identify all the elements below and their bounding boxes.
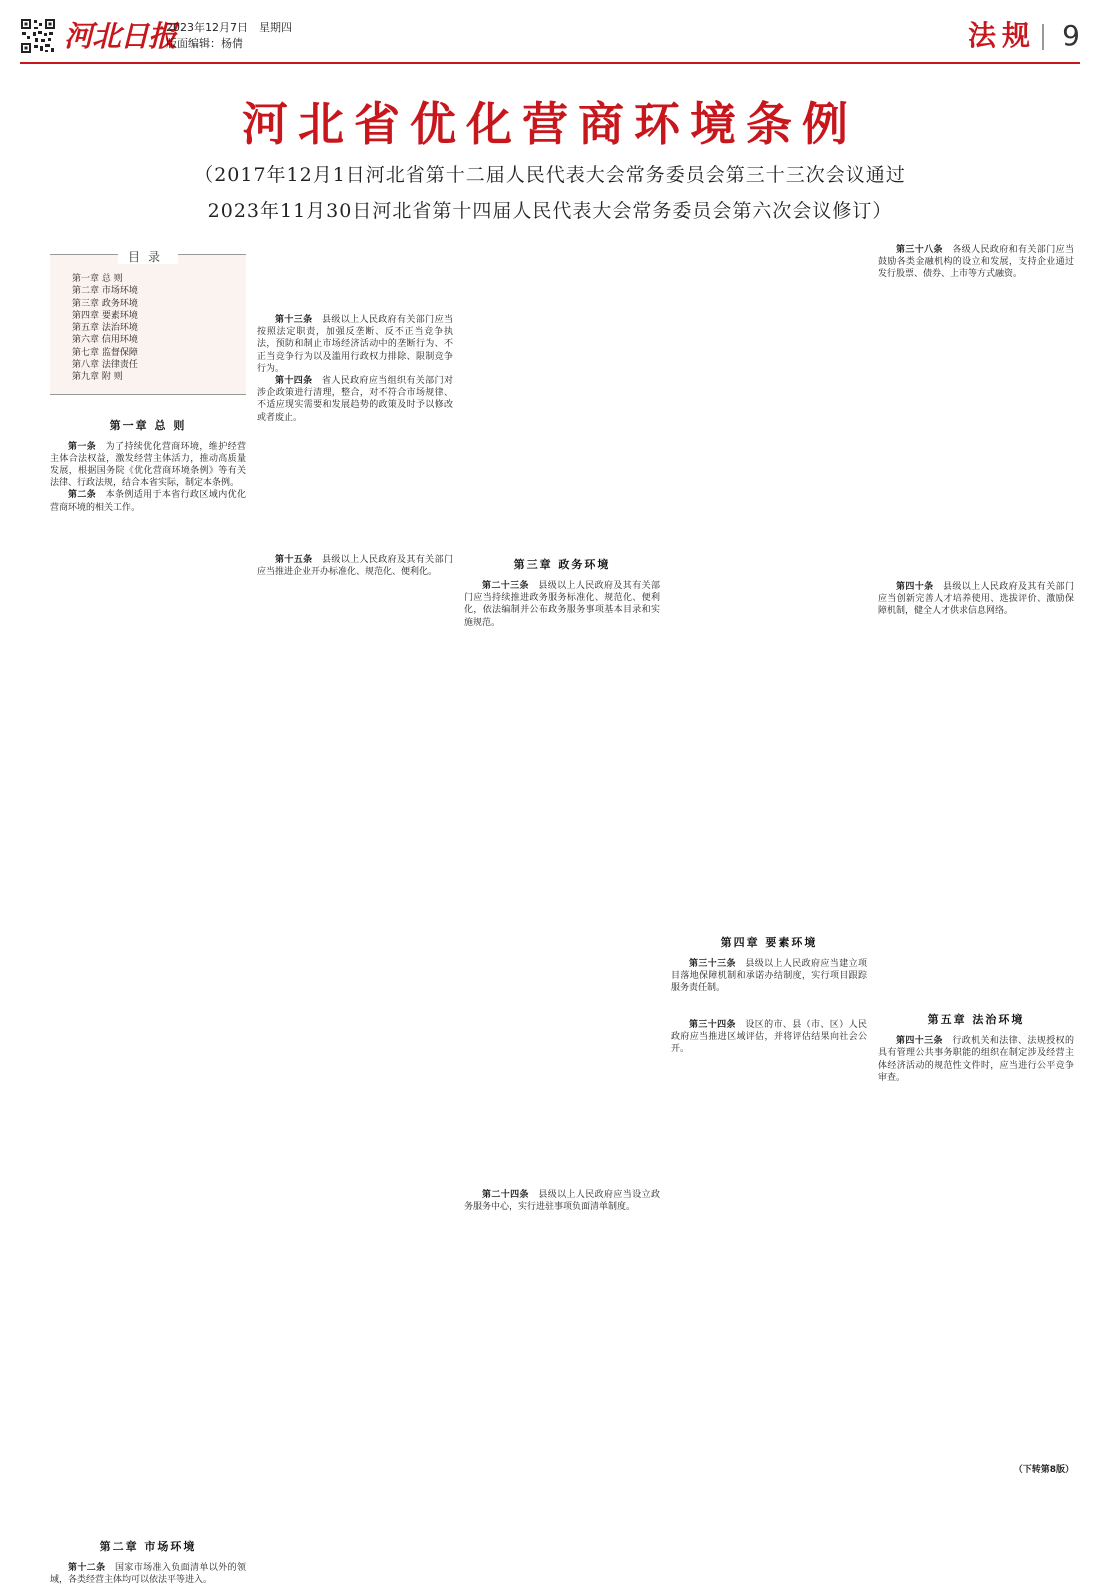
chapter-heading: 第四章 要素环境 bbox=[720, 936, 818, 949]
article-number: 第一条 bbox=[68, 441, 97, 452]
article-number: 第三十四条 bbox=[689, 1019, 736, 1030]
issue-date: 2023年12月7日 星期四 bbox=[166, 21, 292, 34]
article-text: 设区的市、县（市、区）人民政府应当推进区域评估，并将评估结果向社会公开。 bbox=[671, 1019, 867, 1055]
page-header bbox=[20, 18, 1080, 62]
toc-title: 目录 bbox=[118, 250, 178, 264]
article-text: 国家市场准入负面清单以外的领域，各类经营主体均可以依法平等进入。 bbox=[50, 1562, 246, 1586]
header-divider bbox=[1042, 24, 1044, 50]
table-of-contents bbox=[50, 250, 246, 395]
header-rule bbox=[20, 62, 1080, 64]
column-4 bbox=[671, 244, 867, 1544]
article-text: 县级以上人民政府应当设立政务服务中心，实行进驻事项负面清单制度。 bbox=[464, 1189, 660, 1213]
masthead-logo: 河北日报 bbox=[64, 19, 177, 53]
article-paragraph bbox=[50, 1562, 246, 1586]
article-paragraph bbox=[878, 244, 1074, 281]
article-paragraph bbox=[50, 441, 246, 490]
article-title: 河北省优化营商环境条例 bbox=[242, 97, 858, 151]
article-text: 县级以上人民政府及其有关部门应当持续推进政务服务标准化、规范化、便利化，依法编制并公布政务服务事项基本目录和实施规范。 bbox=[464, 581, 660, 628]
article-number: 第二十三条 bbox=[482, 581, 529, 591]
toc-item: 第一章 总 则 bbox=[72, 274, 123, 284]
toc-item: 第五章 法治环境 bbox=[72, 323, 138, 334]
article-text: 各级人民政府和有关部门应当鼓励各类金融机构的设立和发展，支持企业通过发行股票、债券、上市等方式融资。 bbox=[878, 245, 1074, 280]
article-paragraph bbox=[50, 489, 246, 513]
toc-item: 第九章 附 则 bbox=[72, 372, 123, 383]
article-number: 第三十三条 bbox=[689, 959, 736, 969]
article-number: 第十五条 bbox=[275, 554, 313, 565]
article-paragraph bbox=[464, 580, 660, 629]
unlegible-body-space bbox=[50, 514, 246, 1524]
chapter-heading: 第二章 市场环境 bbox=[99, 1539, 197, 1553]
toc-item: 第七章 监督保障 bbox=[72, 347, 138, 358]
article-number: 第十三条 bbox=[275, 315, 313, 325]
toc-item: 第二章 市场环境 bbox=[72, 286, 138, 297]
article-paragraph bbox=[257, 314, 453, 375]
article-number: 第二条 bbox=[68, 490, 97, 501]
article-paragraph bbox=[671, 958, 867, 995]
article-paragraph bbox=[464, 1189, 660, 1213]
chapter-heading: 第三章 政务环境 bbox=[513, 558, 611, 571]
article-text: 县级以上人民政府有关部门应当按照法定职责，加强反垄断、反不正当竞争执法，预防和制止市场经济活动中的垄断行为、不正当竞争行为以及滥用行政权力排除、限制竞争行为。 bbox=[257, 315, 453, 374]
article-subtitle-line-1: （2017年12月1日河北省第十二届人民代表大会常务委员会第三十三次会议通过 bbox=[194, 164, 906, 186]
column-5 bbox=[878, 244, 1074, 1544]
page-number: 9 bbox=[1062, 19, 1080, 52]
toc-list bbox=[72, 273, 246, 384]
article-text: 县级以上人民政府及其有关部门应当推进企业开办标准化、规范化、便利化。 bbox=[257, 554, 453, 578]
article-text: 省人民政府应当组织有关部门对涉企政策进行清理，整合，对不符合市场规律、不适应现实需要和发展趋势的政策及时予以修改或者废止。 bbox=[257, 376, 453, 423]
article-paragraph bbox=[878, 1035, 1074, 1084]
article-paragraph bbox=[671, 1019, 867, 1056]
article-paragraph bbox=[878, 581, 1074, 618]
column-3 bbox=[464, 244, 660, 1544]
article-number: 第四十三条 bbox=[896, 1036, 943, 1047]
article-paragraph bbox=[257, 554, 453, 578]
column-2 bbox=[257, 244, 453, 1544]
article-text: 为了持续优化营商环境，维护经营主体合法权益，激发经营主体活力，推动高质量发展，根据国务院《优化营商环境条例》等有关法律、行政法规，结合本省实际，制定本条例。 bbox=[50, 441, 246, 489]
toc-item: 第六章 信用环境 bbox=[72, 335, 138, 346]
article-text: 县级以上人民政府应当建立项目落地保障机制和承诺办结制度，实行项目跟踪服务责任制。 bbox=[671, 959, 867, 994]
column-1 bbox=[50, 244, 246, 1586]
continued-note: （下转第8版） bbox=[1013, 1465, 1074, 1476]
article-number: 第十四条 bbox=[275, 376, 313, 387]
article-paragraph bbox=[257, 375, 453, 424]
article-text: 行政机关和法律、法规授权的具有管理公共事务职能的组织在制定涉及经营主体经济活动的规范性文件时，应当进行公平竞争审查。 bbox=[878, 1036, 1074, 1083]
toc-item: 第三章 政务环境 bbox=[72, 298, 138, 309]
publication-info bbox=[166, 20, 292, 52]
toc-item: 第八章 法律责任 bbox=[72, 360, 138, 371]
article-number: 第二十四条 bbox=[482, 1189, 529, 1200]
chapter-heading: 第五章 法治环境 bbox=[927, 1013, 1025, 1027]
article-subtitle-line-2: 2023年11月30日河北省第十四届人民代表大会常务委员会第六次会议修订） bbox=[207, 200, 893, 222]
article-text: 本条例适用于本省行政区域内优化营商环境的相关工作。 bbox=[50, 490, 246, 513]
toc-item: 第四章 要素环境 bbox=[72, 310, 138, 321]
page-editor: 版面编辑：杨倩 bbox=[166, 37, 243, 50]
chapter-heading: 第一章 总 则 bbox=[109, 418, 187, 432]
qr-code-icon bbox=[20, 18, 56, 54]
article-text: 县级以上人民政府及其有关部门应当创新完善人才培养使用、选拔评价、激励保障机制，健全人才供求信息网络。 bbox=[878, 581, 1074, 617]
article-number: 第三十八条 bbox=[896, 245, 943, 255]
article-number: 第四十条 bbox=[896, 581, 934, 592]
article-number: 第十二条 bbox=[68, 1562, 106, 1573]
section-tag: 法规 bbox=[967, 19, 1036, 52]
